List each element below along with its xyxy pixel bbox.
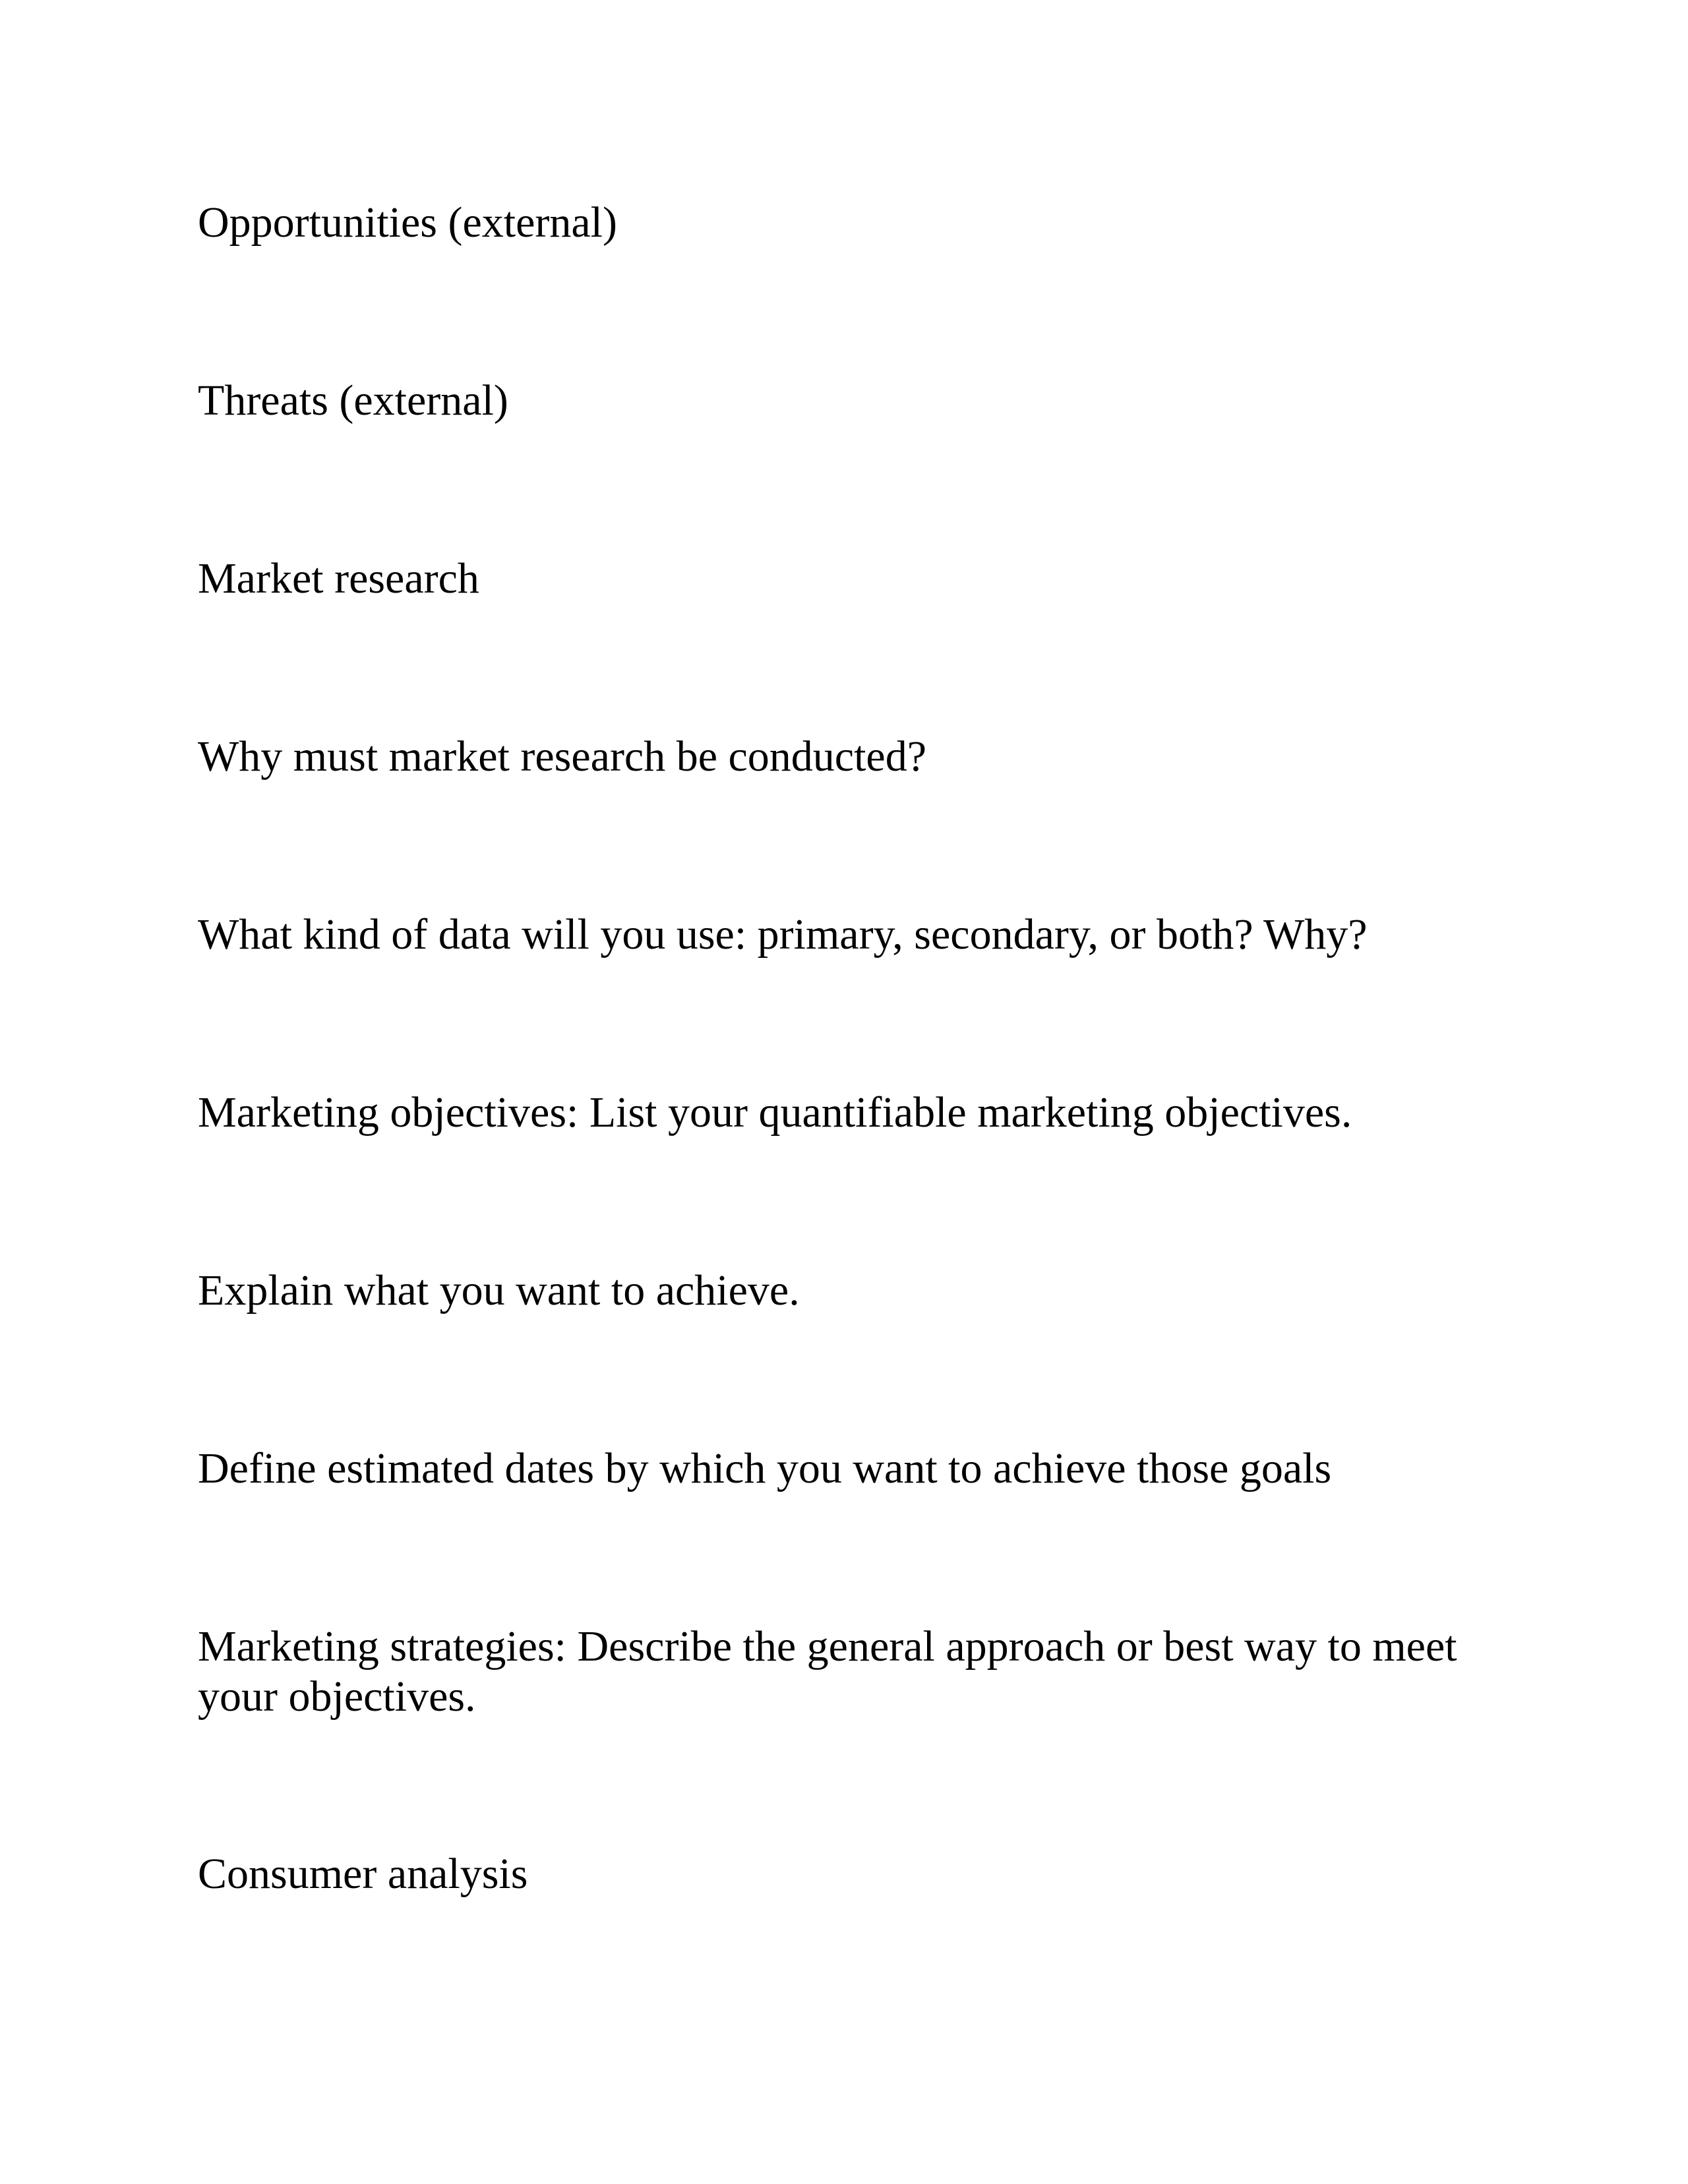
prompt-consumer-analysis: Consumer analysis	[198, 1850, 528, 1898]
prompt-why-research: Why must market research be conducted?	[198, 732, 927, 781]
prompt-marketing-objectives: Marketing objectives: List your quantifiable marketing objectives.	[198, 1088, 1352, 1136]
prompt-explain-achieve: Explain what you want to achieve.	[198, 1266, 800, 1314]
prompt-marketing-strategies: Marketing strategies: Describe the general approach or best way to meet your objectives.	[198, 1622, 1457, 1721]
prompt-opportunities: Opportunities (external)	[198, 198, 617, 247]
prompt-market-research: Market research	[198, 554, 479, 603]
prompt-define-dates: Define estimated dates by which you want to achieve those goals	[198, 1444, 1332, 1492]
prompt-data-type: What kind of data will you use: primary, secondary, or both? Why?	[198, 910, 1368, 959]
prompt-threats: Threats (external)	[198, 376, 508, 425]
